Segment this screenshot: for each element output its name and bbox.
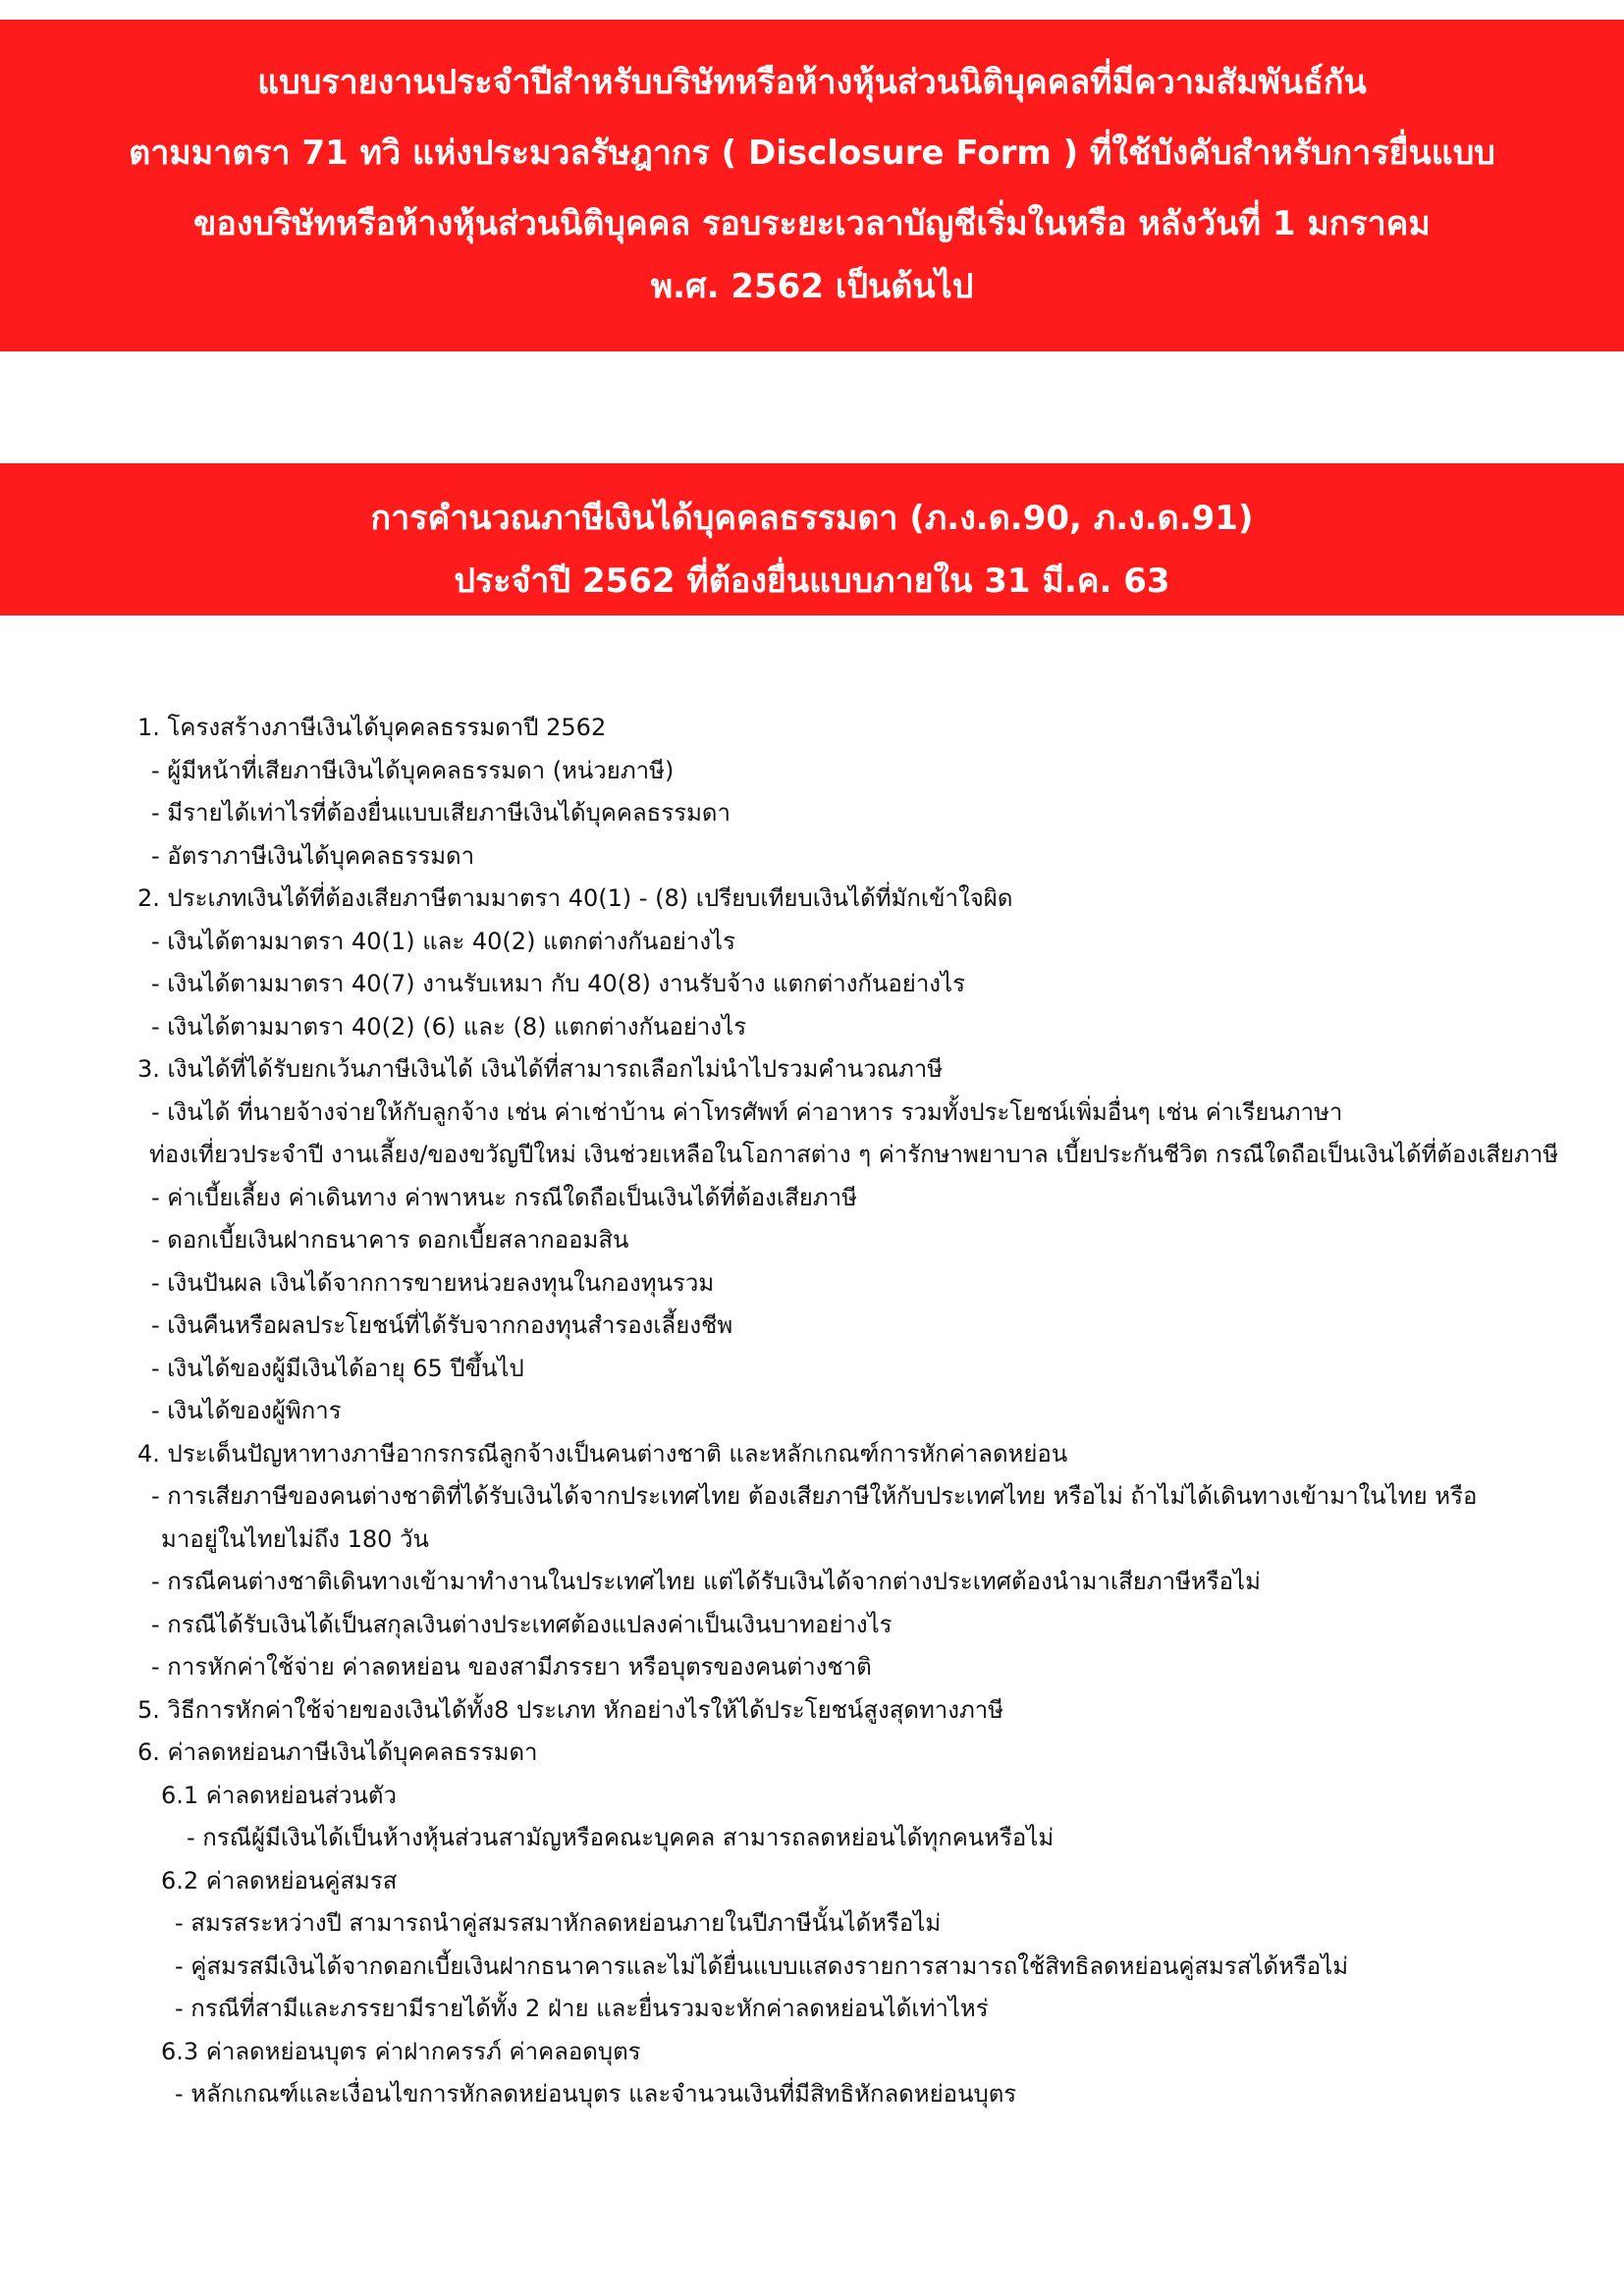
outline-bullet: - กรณีคนต่างชาติเดินทางเข้ามาทำงานในประเทศไทย แต่ได้รับเงินได้จากต่างประเทศต้องนำมาเสียภาษีหรือไม่ [151, 1568, 1261, 1595]
outline-subheading: 6.1 ค่าลดหย่อนส่วนตัว [161, 1781, 397, 1809]
outline-bullet: - เงินได้ ที่นายจ้างจ่ายให้กับลูกจ้าง เช่น ค่าเช่าบ้าน ค่าโทรศัพท์ ค่าอาหาร รวมทั้งประโยชน์เพิ่มอื่นๆ เช่น ค่าเรียนภาษา [151, 1097, 1343, 1126]
outline-bullet: - ผู้มีหน้าที่เสียภาษีเงินได้บุคคลธรรมดา (หน่วยภาษี) [151, 756, 675, 784]
subheader-line-1: การคำนวณภาษีเงินได้บุคคลธรรมดา (ภ.ง.ด.90, ภ.ง.ด.91) [370, 499, 1254, 538]
outline-bullet: - อัตราภาษีเงินได้บุคคลธรรมดา [151, 841, 475, 870]
outline-sub-bullet: - หลักเกณฑ์และเงื่อนไขการหักลดหย่อนบุตร และจำนวนเงินที่มีสิทธิหักลดหย่อนบุตร [175, 2080, 1017, 2108]
outline-bullet: - เงินคืนหรือผลประโยชน์ที่ได้รับจากกองทุนสำรองเลี้ยงชีพ [151, 1311, 733, 1339]
outline-content [137, 707, 1559, 2116]
header-line-3: ของบริษัทหรือห้างหุ้นส่วนนิติบุคคล รอบระยะเวลาบัญชีเริ่มในหรือ หลังวันที่ 1 มกราคม [193, 204, 1431, 243]
outline-bullet: - ค่าเบี้ยเลี้ยง ค่าเดินทาง ค่าพาหนะ กรณีใดถือเป็นเงินได้ที่ต้องเสียภาษี [151, 1183, 857, 1211]
header-banner [0, 20, 1624, 351]
outline-bullet: - เงินได้ของผู้พิการ [151, 1397, 342, 1424]
subheader-line-2: ประจำปี 2562 ที่ต้องยื่นแบบภายใน 31 มี.ค. 63 [454, 561, 1170, 601]
outline-heading: 1. โครงสร้างภาษีเงินได้บุคคลธรรมดาปี 2562 [137, 714, 607, 741]
outline-sub-bullet: - คู่สมรสมีเงินได้จากดอกเบี้ยเงินฝากธนาคารและไม่ได้ยื่นแบบแสดงรายการสามารถใช้สิทธิลดหย่อนคู่สมรสได้หรือไม่ [175, 1951, 1349, 1980]
header-line-1: แบบรายงานประจำปีสำหรับบริษัทหรือห้างหุ้นส่วนนิติบุคคลที่มีความสัมพันธ์กัน [257, 63, 1367, 102]
outline-bullet: - เงินปันผล เงินได้จากการขายหน่วยลงทุนในกองทุนรวม [151, 1268, 715, 1297]
outline-bullet: - มีรายได้เท่าไรที่ต้องยื่นแบบเสียภาษีเงินได้บุคคลธรรมดา [151, 799, 731, 827]
header-line-4: พ.ศ. 2562 เป็นต้นไป [650, 267, 974, 306]
outline-sub-bullet: - กรณีผู้มีเงินได้เป็นห้างหุ้นส่วนสามัญหรือคณะบุคคล สามารถลดหย่อนได้ทุกคนหรือไม่ [187, 1824, 1055, 1851]
outline-bullet: - เงินได้ตามมาตรา 40(2) (6) และ (8) แตกต่างกันอย่างไร [151, 1012, 747, 1041]
outline-sub-bullet: - สมรสระหว่างปี สามารถนำคู่สมรสมาหักลดหย่อนภายในปีภาษีนั้นได้หรือไม่ [175, 1909, 942, 1937]
subheader-banner [0, 463, 1624, 615]
outline-bullet: - การเสียภาษีของคนต่างชาติที่ได้รับเงินได้จากประเทศไทย ต้องเสียภาษีให้กับประเทศไทย หรือไม่ ถ้าไม่ได้เดินทางเข้ามาในไทย หรือ [151, 1482, 1478, 1510]
outline-heading: 4. ประเด็นปัญหาทางภาษีอากรกรณีลูกจ้างเป็นคนต่างชาติ และหลักเกณฑ์การหักค่าลดหย่อน [137, 1439, 1068, 1468]
outline-heading: 2. ประเภทเงินได้ที่ต้องเสียภาษีตามมาตรา 40(1) - (8) เปรียบเทียบเงินได้ที่มักเข้าใจผิด [137, 884, 1013, 912]
outline-continuation: ท่องเที่ยวประจำปี งานเลี้ยง/ของขวัญปีใหม่ เงินช่วยเหลือในโอกาสต่าง ๆ ค่ารักษาพยาบาล เบี้ยประกันชีวิต กรณีใดถือเป็นเงินได้ที่ต้องเสียภาษี [149, 1141, 1559, 1168]
outline-bullet: - เงินได้ตามมาตรา 40(7) งานรับเหมา กับ 40(8) งานรับจ้าง แตกต่างกันอย่างไร [151, 970, 965, 997]
outline-heading: 5. วิธีการหักค่าใช้จ่ายของเงินได้ทั้ง8 ประเภท หักอย่างไรให้ได้ประโยชน์สูงสุดทางภาษี [137, 1695, 1004, 1724]
outline-bullet: - ดอกเบี้ยเงินฝากธนาคาร ดอกเบี้ยสลากออมสิน [151, 1226, 629, 1254]
outline-continuation: มาอยู่ในไทยไม่ถึง 180 วัน [161, 1524, 429, 1553]
outline-bullet: - การหักค่าใช้จ่าย ค่าลดหย่อน ของสามีภรรยา หรือบุตรของคนต่างชาติ [151, 1653, 872, 1681]
outline-bullet: - เงินได้ของผู้มีเงินได้อายุ 65 ปีขึ้นไป [151, 1354, 524, 1382]
outline-bullet: - เงินได้ตามมาตรา 40(1) และ 40(2) แตกต่างกันอย่างไร [151, 927, 735, 955]
outline-bullet: - กรณีได้รับเงินได้เป็นสกุลเงินต่างประเทศต้องแปลงค่าเป็นเงินบาทอย่างไร [151, 1610, 893, 1638]
outline-heading: 3. เงินได้ที่ได้รับยกเว้นภาษีเงินได้ เงินได้ที่สามารถเลือกไม่นำไปรวมคำนวณภาษี [137, 1055, 944, 1083]
outline-sub-bullet: - กรณีที่สามีและภรรยามีรายได้ทั้ง 2 ฝ่าย และยื่นรวมจะหักค่าลดหย่อนได้เท่าไหร่ [175, 1995, 989, 2022]
outline-heading: 6. ค่าลดหย่อนภาษีเงินได้บุคคลธรรมดา [137, 1738, 538, 1766]
header-line-2: ตามมาตรา 71 ทวิ แห่งประมวลรัษฎากร ( Disclosure Form ) ที่ใช้บังคับสำหรับการยื่นแบบ [129, 133, 1495, 173]
outline-subheading: 6.2 ค่าลดหย่อนคู่สมรส [161, 1866, 398, 1895]
outline-subheading: 6.3 ค่าลดหย่อนบุตร ค่าฝากครรภ์ ค่าคลอดบุตร [161, 2037, 641, 2065]
